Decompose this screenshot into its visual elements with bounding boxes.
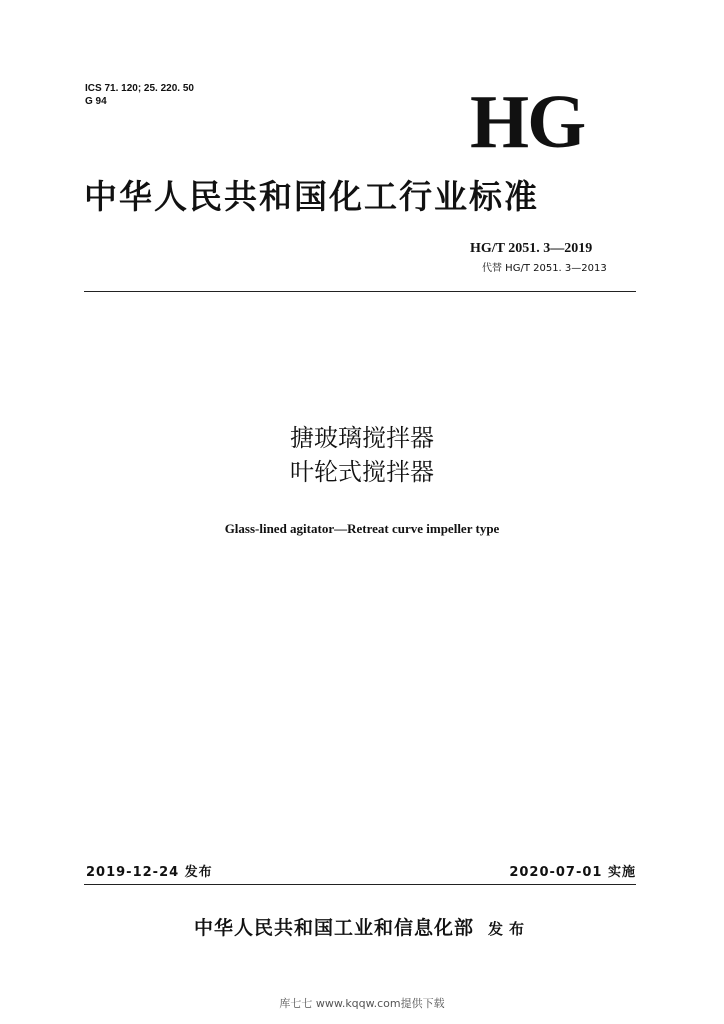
ics-code: ICS 71. 120; 25. 220. 50	[85, 83, 194, 94]
issue-date: 2019-12-24 发布	[86, 865, 213, 880]
footer-divider	[84, 884, 636, 885]
title-cn-line2: 叶轮式搅拌器	[290, 458, 434, 486]
issuer-line	[0, 916, 724, 941]
replaces-code: 代替 HG/T 2051. 3—2013	[482, 263, 607, 274]
issuer-suffix: 发布	[488, 920, 531, 938]
title-en: Glass-lined agitator—Retreat curve impeller type	[224, 521, 500, 536]
standard-type-heading: 中华人民共和国化工行业标准	[84, 177, 539, 216]
implement-date: 2020-07-01 实施	[509, 865, 636, 880]
hg-logo: HG	[470, 80, 585, 164]
title-cn-line1: 搪玻璃搅拌器	[290, 424, 434, 452]
ccs-code: G 94	[85, 96, 107, 107]
download-footer: 库七七 www.kqqw.com提供下载	[279, 997, 445, 1010]
standard-code: HG/T 2051. 3—2019	[470, 241, 593, 256]
issuer-name: 中华人民共和国工业和信息化部	[193, 917, 474, 939]
classification-block	[85, 82, 194, 108]
header-divider	[84, 291, 636, 292]
